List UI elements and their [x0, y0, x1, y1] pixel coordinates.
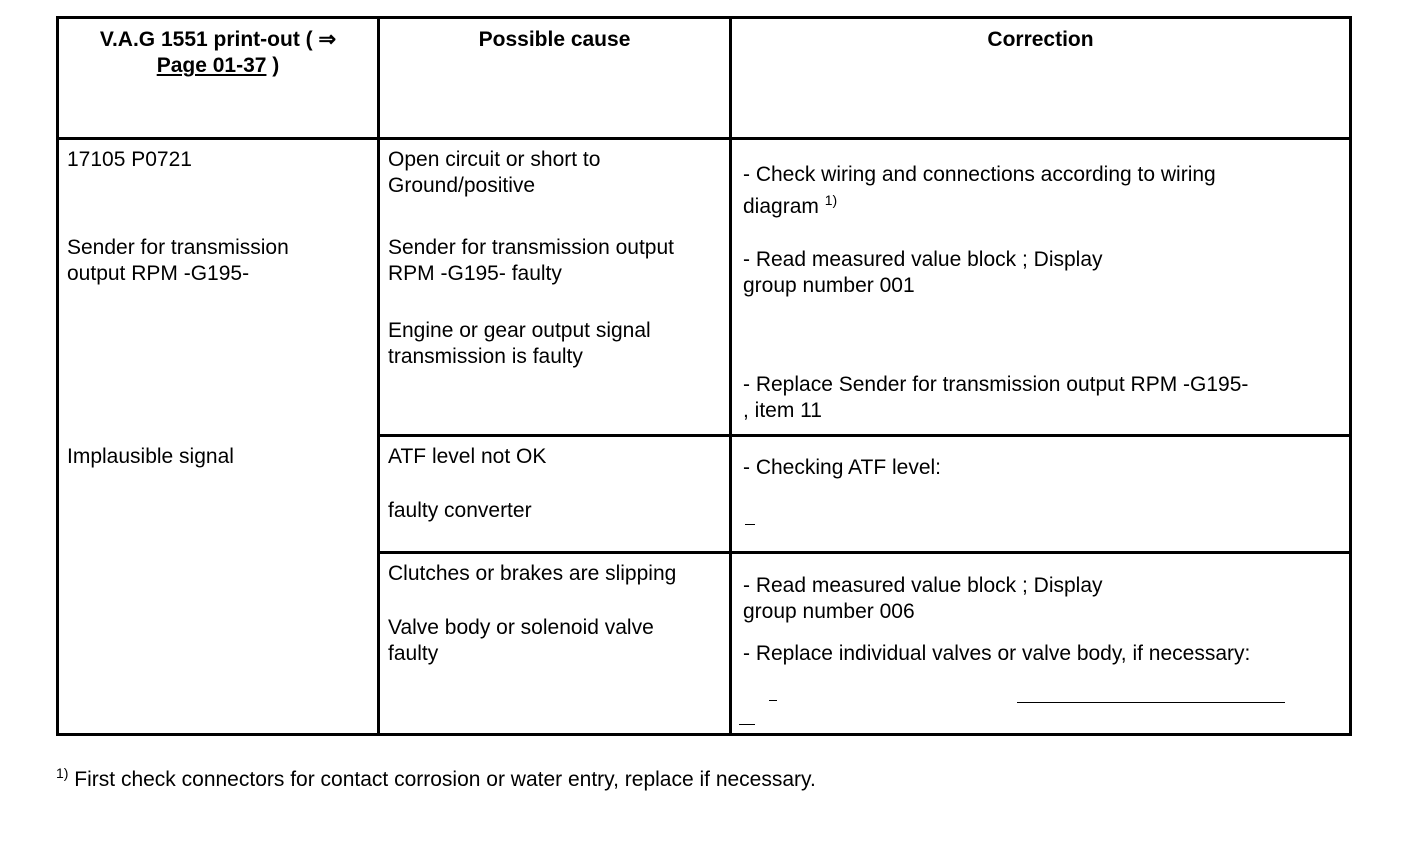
fault-code: 17105 P0721: [67, 148, 192, 171]
sender-line-2: output RPM -G195-: [67, 262, 250, 285]
header-printout-text: V.A.G 1551 print-out (: [99, 28, 313, 51]
faded-link-underline: [745, 524, 755, 525]
read-block-001-line-1: - Read measured value block ; Display: [743, 248, 1103, 271]
arrow-right-icon: ⇒: [318, 28, 337, 51]
faded-link-underline-2: [769, 700, 777, 701]
correction-replace-valves: - Replace individual valves or valve body, if necessary:: [743, 642, 1251, 665]
replace-sender-line-1: - Replace Sender for transmission output RPM -G195-: [743, 373, 1249, 396]
read-block-001-line-2: group number 001: [743, 274, 915, 297]
column-divider-1: [377, 19, 380, 733]
cause-valve-body: [388, 615, 654, 667]
column-divider-2: [729, 19, 732, 733]
check-wiring-line-1: - Check wiring and connections according to wiring: [743, 163, 1216, 186]
cause-sender-faulty: [388, 235, 674, 287]
cause-atf-level: ATF level not OK: [388, 445, 547, 468]
header-printout: [59, 27, 377, 79]
cause-valve-line-2: faulty: [388, 642, 439, 665]
correction-replace-sender: [743, 372, 1248, 424]
check-wiring-line-2: diagram: [743, 195, 819, 218]
faded-link-underline-3: [1017, 702, 1285, 703]
header-correction: Correction: [987, 28, 1094, 51]
cause-valve-line-1: Valve body or solenoid valve: [388, 616, 654, 639]
sender-line-1: Sender for transmission: [67, 236, 289, 259]
cause-clutches-slipping: Clutches or brakes are slipping: [388, 562, 677, 585]
header-printout-close: ): [272, 54, 280, 77]
cause-sender-line-2: RPM -G195- faulty: [388, 262, 562, 285]
correction-read-block-006: [743, 573, 1103, 625]
cause-engine-line-1: Engine or gear output signal: [388, 319, 651, 342]
cause-open-circuit-line-1: Open circuit or short to: [388, 148, 601, 171]
faded-link-underline-4: [739, 724, 755, 725]
cause-sender-line-1: Sender for transmission output: [388, 236, 674, 259]
footnote-ref[interactable]: 1): [824, 192, 838, 208]
replace-sender-line-2: , item 11: [743, 399, 822, 422]
implausible-signal: Implausible signal: [67, 445, 234, 468]
correction-checking-atf: - Checking ATF level:: [743, 456, 942, 479]
row-divider-2: [377, 551, 1349, 554]
cause-open-circuit-line-2: Ground/positive: [388, 174, 536, 197]
cause-faulty-converter: faulty converter: [388, 499, 532, 522]
footnote-mark: 1): [56, 765, 69, 781]
read-block-006-line-1: - Read measured value block ; Display: [743, 574, 1103, 597]
header-divider: [59, 137, 1349, 140]
read-block-006-line-2: group number 006: [743, 600, 915, 623]
page-link[interactable]: Page 01-37: [156, 54, 267, 77]
correction-read-block-001: [743, 247, 1103, 299]
footnote: [56, 765, 816, 792]
row-divider-1: [377, 434, 1349, 437]
cause-open-circuit: [388, 147, 600, 199]
header-possible-cause: Possible cause: [478, 28, 631, 51]
correction-check-wiring: [743, 159, 1216, 223]
sender-label: [67, 235, 289, 287]
footnote-text: First check connectors for contact corrosion or water entry, replace if necessary.: [74, 768, 816, 791]
diagnostic-table: [56, 16, 1352, 736]
cause-engine-line-2: transmission is faulty: [388, 345, 583, 368]
cause-engine-signal: [388, 318, 651, 370]
